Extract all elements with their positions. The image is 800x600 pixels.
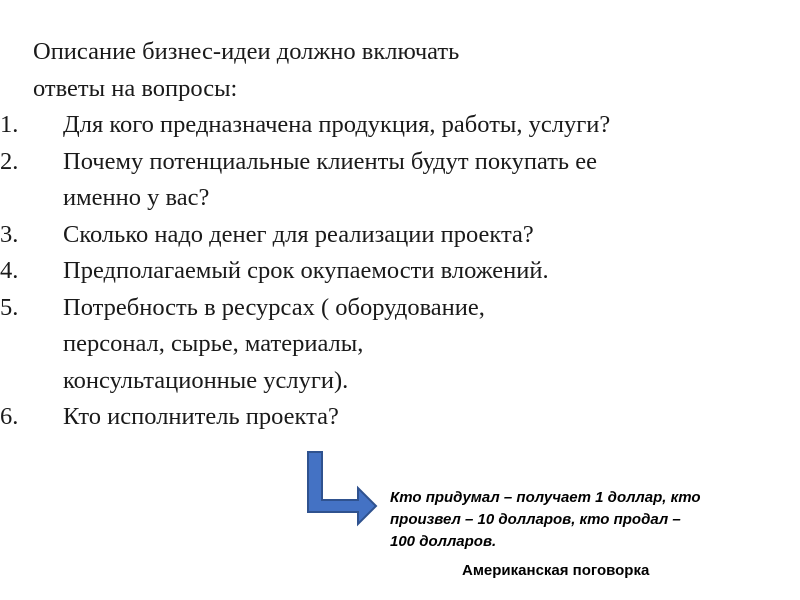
business-idea-description xyxy=(0,34,793,436)
question-item xyxy=(0,217,793,254)
question-number: 1. xyxy=(0,111,19,138)
question-item xyxy=(0,144,793,217)
quote-source: Американская поговорка xyxy=(462,562,650,579)
question-text: Сколько надо денег для реализации проекта? xyxy=(63,220,534,248)
question-number: 2. xyxy=(0,147,19,175)
quote-line: Кто придумал – получает 1 доллар, кто xyxy=(390,489,701,506)
question-text: Предполагаемый срок окупаемости вложений. xyxy=(63,257,549,284)
quote-line: произвел – 10 долларов, кто продал – xyxy=(390,511,681,528)
question-number: 6. xyxy=(0,403,19,430)
question-number: 3. xyxy=(0,220,19,248)
intro-line-2: ответы на вопросы: xyxy=(33,74,238,102)
question-item xyxy=(0,290,793,400)
question-item xyxy=(0,107,793,144)
question-number: 5. xyxy=(0,293,19,321)
question-text: Кто исполнитель проекта? xyxy=(63,403,339,430)
question-number: 4. xyxy=(0,257,19,284)
intro-line-1: Описание бизнес-идеи должно включать xyxy=(33,38,460,65)
question-item xyxy=(0,399,793,436)
question-text-continuation: консультационные услуги). xyxy=(63,366,349,394)
bent-arrow-right-icon xyxy=(300,450,380,530)
questions-list xyxy=(0,107,793,436)
question-text: Для кого предназначена продукция, работы, услуги? xyxy=(63,111,611,138)
question-item xyxy=(0,253,793,290)
question-text-continuation: именно у вас? xyxy=(63,184,210,211)
question-text: Потребность в ресурсах ( оборудование, xyxy=(63,293,485,321)
quote-block xyxy=(390,487,780,553)
question-text: Почему потенциальные клиенты будут покупать ее xyxy=(63,147,597,175)
quote-line: 100 долларов. xyxy=(390,533,497,550)
question-text-continuation: персонал, сырье, материалы, xyxy=(63,330,364,357)
